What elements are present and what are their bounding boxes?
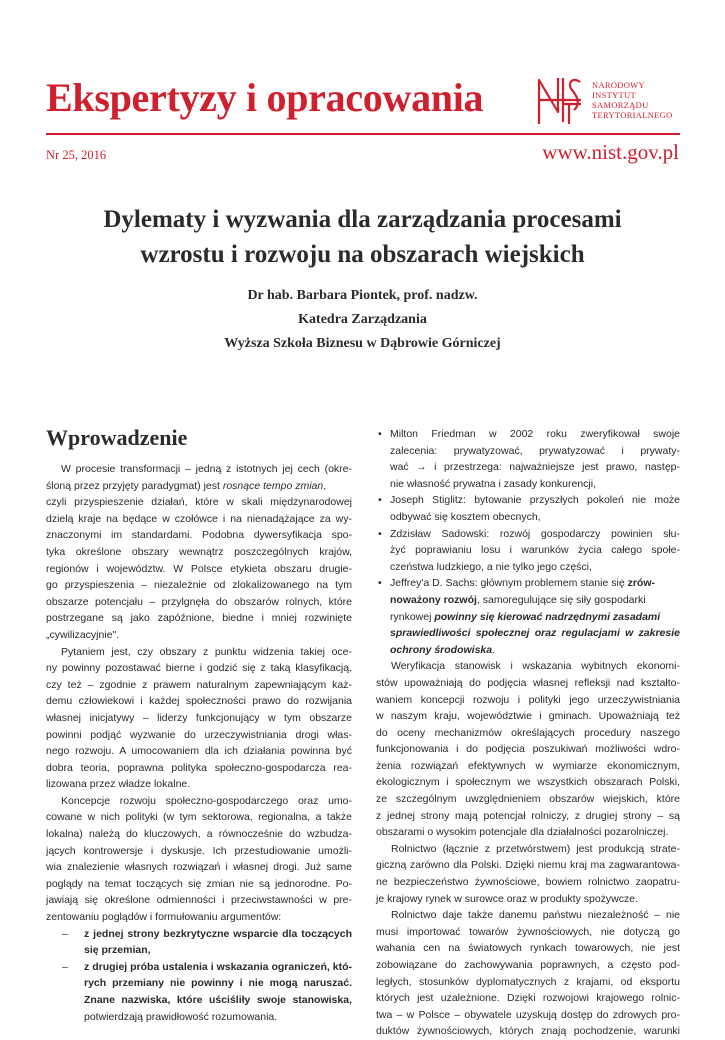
- paragraph: [376, 907, 680, 1040]
- text-line: potwierdzają prawidłowość rozumowania.: [84, 1010, 278, 1023]
- text-line: twa – w Polsce – obywatele uzyskują dostęp do zdrowych pro-: [376, 1008, 680, 1021]
- institute-name-line: SAMORZĄDU: [592, 100, 649, 110]
- text-line: stów upoważniają do podjęcia własnej refleksji nad kształto-: [376, 676, 680, 689]
- article-title-line: Dylematy i wyzwania dla zarządzania procesami: [103, 206, 622, 233]
- text-line: żyć poprawianiu losu i warunków życia całego społe-: [390, 544, 680, 557]
- text-line: nego rozwoju. A umocowaniem dla ich działania powinna być: [46, 745, 352, 758]
- list-item: [376, 492, 680, 525]
- text-span: .: [492, 643, 496, 656]
- paragraph: [46, 461, 352, 644]
- text-line: zentowaniu poglądów i formułowaniu argumentów:: [46, 911, 282, 924]
- text-line: lizowana przez władze lokalne.: [46, 778, 191, 791]
- header-divider: [46, 133, 680, 135]
- paragraph: [46, 793, 352, 926]
- list-item: [46, 959, 352, 1025]
- text-line: do oceny mechanizmów określających procedury naszego: [376, 726, 680, 739]
- text-line: których jest uzależnione. Dzięki rozwojowi krajowego rolnic-: [376, 992, 680, 1005]
- text-line: giczną zarówno dla Polski. Dzięki niemu kraj ma zagwarantowa-: [376, 859, 680, 872]
- text-line: w naszym kraju, województwie i gminach. Upoważniają też: [376, 710, 680, 723]
- text-line: [46, 478, 352, 495]
- text-line: ne bezpieczeństwo żywnościowe, bowiem rolnictwo zaopatru-: [376, 876, 680, 889]
- text-line: wahania cen na światowych rynkach towarowych, nie jest: [376, 942, 680, 955]
- text-line: dobra teoria, poprawna polityka społeczno-gospodarcza rea-: [46, 761, 352, 774]
- article-title-line: wzrostu i rozwoju na obszarach wiejskich: [140, 241, 585, 268]
- text-line: Rolnictwo (łącznie z przetwórstwem) jest produkcją strate-: [391, 842, 680, 855]
- paragraph: [46, 644, 352, 793]
- bullet-icon: •: [378, 577, 382, 590]
- paragraph: [376, 658, 680, 841]
- text-line: nie własność prywatna i zasady konkurencji,: [390, 477, 597, 490]
- text-line: z jednej strony mają potencjał rolniczy, z drugiej strony – są: [376, 809, 680, 822]
- text-line: [390, 642, 680, 659]
- list-item: [376, 526, 680, 576]
- text-line: poglądy na temat toczących się zmian nie są jednorodne. Po-: [46, 877, 352, 890]
- text-line: duktów żywnościowych, których znają pochodzenie, warunki: [376, 1025, 680, 1038]
- text-line: czyli przyspieszenie działań, które w skali międzynarodowej: [46, 496, 352, 509]
- text-line: odbywać się kosztem obecnych,: [390, 510, 541, 523]
- paragraph: [376, 841, 680, 907]
- text-line: Rolnictwo daje także danemu państwu niezależność – nie: [391, 909, 680, 922]
- text-line: żenia rozwiązań efektywnych w wymiarze ekonomicznym,: [376, 759, 680, 772]
- section-heading: Wprowadzenie: [46, 425, 188, 450]
- text-line: W procesie transformacji – jedną z istotnych jej cech (okre-: [61, 463, 352, 475]
- text-line: Znane nazwiska, które uściśliły swoje stanowiska,: [84, 994, 352, 1006]
- text-line: Koncepcje rozwoju społeczno-gospodarczego oraz umo-: [61, 794, 352, 807]
- bullet-icon: •: [378, 428, 382, 440]
- author-school: Wyższa Szkoła Biznesu w Dąbrowie Górniczej: [224, 336, 501, 351]
- list-item: [46, 926, 352, 959]
- article-title: [0, 202, 725, 272]
- author-name: Dr hab. Barbara Piontek, prof. nadzw.: [247, 288, 478, 303]
- emphasis-text: ochrony środowiska: [390, 643, 493, 656]
- text-line: ny powinny pozostawać bierne i godzić się z taką klasyfikacją,: [46, 662, 352, 675]
- text-line: wać → i przestrzega: najważniejsze jest prawo, następ-: [390, 461, 680, 474]
- text-line: sprawiedliwości społecznej oraz regulacjami w zakresie: [390, 627, 680, 640]
- text-line: obszarami o wysokim potencjale dla działalności pozarolniczej.: [376, 826, 669, 839]
- text-span: rynkowej: [390, 610, 435, 623]
- text-line: ległych, stosunków dyplomatycznych z krajami, od eksportu: [376, 975, 680, 988]
- text-line: obszarze potencjału – przylgnęła do obszarów rolnych, które: [46, 595, 352, 608]
- text-line: powinni podjąć wyzwanie do urzeczywistniania drogi włas-: [46, 728, 352, 741]
- series-title: Ekspertyzy i opracowania: [46, 75, 484, 120]
- list-item: [376, 426, 680, 492]
- issue-number: Nr 25, 2016: [46, 148, 107, 162]
- text-line: cowane w nich polityki (w tym sektorowa, regionalna, a także: [46, 811, 352, 824]
- emphasis-text: powinny się kierować nadrzędnymi zasadami: [434, 610, 661, 623]
- dash-marker: –: [62, 960, 68, 973]
- text-line: Pytaniem jest, czy obszary z punktu widzenia takiej oce-: [61, 645, 352, 658]
- text-line: się przemian,: [84, 944, 151, 957]
- text-line: ze szczególnym uwzględnieniem obszarów wiejskich, które: [376, 793, 680, 806]
- text-line: zalecenia: prywatyzować, prywatyzować i prywaty-: [390, 444, 680, 457]
- text-line: Joseph Stiglitz: bytowanie przyszłych pokoleń nie może: [390, 494, 680, 507]
- text-line: dzielą kraje na będące w czołówce i na nienadążające za wy-: [46, 512, 352, 525]
- text-line: zobowiązane do zachowywania poprawnych, a często pod-: [376, 959, 680, 971]
- dash-marker: –: [62, 927, 68, 940]
- institute-name-line: INSTYTUT: [592, 90, 636, 100]
- text-span: ,: [323, 479, 327, 492]
- text-line: rych przemiany nie powinny i nie mogą naruszać.: [84, 977, 352, 990]
- institute-name: [592, 80, 673, 120]
- text-line: je krajowy rynek w surowce oraz w produkty spożywcze.: [376, 892, 639, 905]
- right-column: [376, 426, 680, 1040]
- emphasis-text: noważony rozwój: [390, 593, 477, 606]
- left-column: [46, 461, 352, 1025]
- text-line: go przyspieszenia – niezależnie od zlokalizowanego na tym: [46, 579, 352, 592]
- text-line: lokalna) należą do kluczowych, a równocześnie do wzbudza-: [46, 828, 352, 841]
- text-line: „cywilizacyjnie".: [46, 628, 120, 641]
- text-line: Weryfikacja stanowisk i wskazania wybitnych ekonomi-: [391, 660, 680, 673]
- emphasis-text: zrów-: [627, 577, 655, 590]
- text-line: czy też – zgodnie z prawem naturalnym zapewniającym każ-: [46, 678, 352, 691]
- text-line: demu człowiekowi i każdej społeczności prawo do rozwijania: [46, 695, 352, 708]
- text-line: jących kontrowersje i dyskusje. Ich przestudiowanie umożli-: [46, 844, 352, 857]
- text-line: znaczonymi im standardami. Podobna dywersyfikacja spo-: [46, 529, 352, 542]
- text-line: tyka określone obszary wewnątrz poszczególnych krajów,: [46, 545, 352, 558]
- institute-name-line: NARODOWY: [592, 80, 645, 90]
- text-line: z drugiej próba ustalenia i wskazania ograniczeń, któ-: [84, 960, 352, 973]
- bullet-icon: •: [378, 527, 382, 540]
- text-span: , samoregulujące się siły gospodarki: [476, 593, 646, 606]
- text-line: Milton Friedman w 2002 roku zweryfikował swoje: [390, 428, 680, 440]
- text-line: [390, 575, 680, 592]
- text-line: regionów i województw. W Polsce etykieta obszaru drugie-: [46, 562, 352, 575]
- text-line: czeństwa ludzkiego, a nie tylko jego części,: [390, 560, 592, 573]
- text-line: z jednej strony bezkrytyczne wsparcie dla toczących: [84, 927, 352, 940]
- website-link[interactable]: www.nist.gov.pl: [542, 140, 679, 164]
- text-span: Jeffrey'a D. Sachs: głównym problemem stanie się: [390, 577, 628, 590]
- bullet-icon: •: [378, 494, 382, 507]
- list-item: [376, 575, 680, 658]
- text-line: Zdzisław Sadowski: rozwój gospodarczy powinien słu-: [390, 527, 680, 540]
- text-line: funkcjonowania i do podjęcia poszukiwań możliwości wdro-: [376, 743, 680, 756]
- text-line: [390, 592, 680, 609]
- text-line: waniem koncepcji rozwoju i polityki jego urzeczywistniania: [376, 693, 680, 706]
- text-line: musi importować towarów żywnościowych, nie dotyczą go: [376, 925, 680, 938]
- text-line: postrzegane są jako zapóźnione, biedne i mniej rozwinięte: [46, 612, 352, 625]
- text-line: własnej inicjatywy – liderzy funkcjonujący w tym obszarze: [46, 711, 352, 724]
- emphasis-text: rosnące tempo zmian: [222, 479, 324, 492]
- text-line: wia znalezienie własnych rozwiązań i własnej drogi. Już same: [46, 861, 352, 874]
- nist-logo-icon: [536, 74, 584, 126]
- author-department: Katedra Zarządzania: [298, 312, 427, 327]
- text-span: śloną przez przyjęty paradygmat) jest: [46, 479, 223, 492]
- text-line: [390, 609, 680, 626]
- text-line: ekologicznym i społecznym we wszystkich obszarach Polski,: [376, 776, 680, 789]
- text-line: jawiają się określone odmienności i przeciwstawności w pre-: [46, 894, 352, 907]
- institute-name-line: TERYTORIALNEGO: [592, 110, 673, 120]
